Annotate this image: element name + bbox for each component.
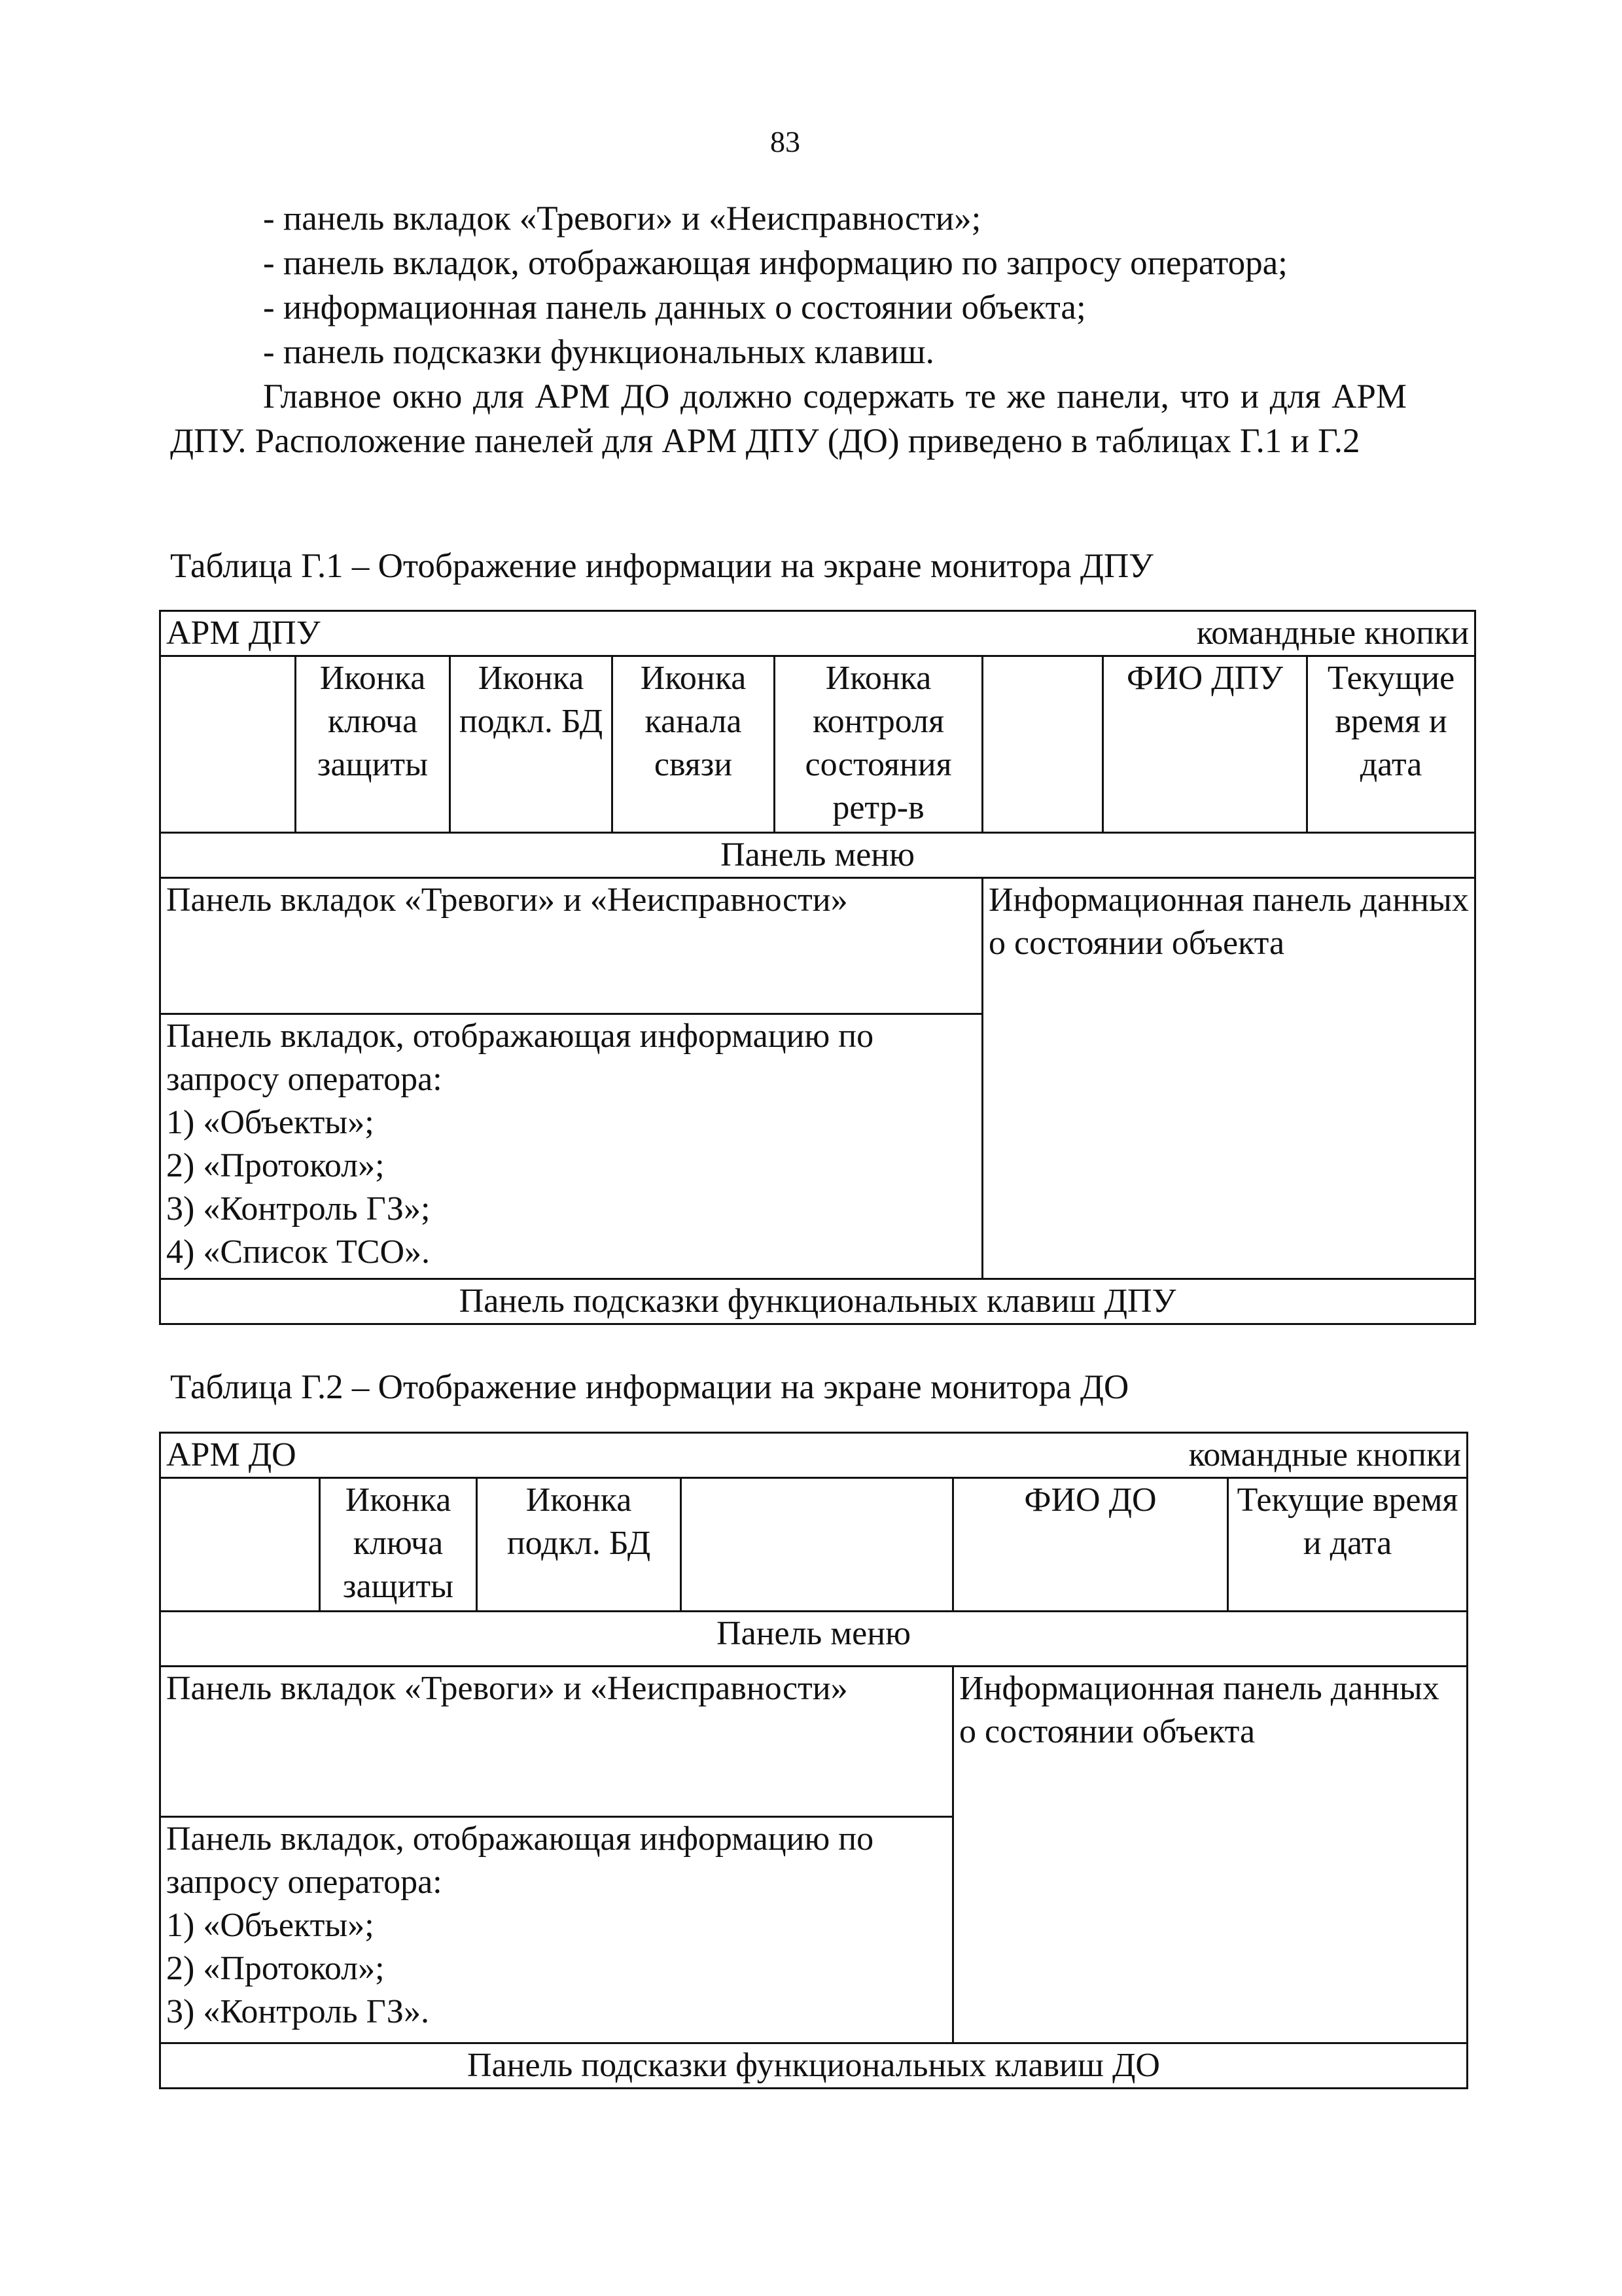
table2-hint-panel: Панель подсказки функциональных клавиш ДО <box>160 2043 1468 2089</box>
table1-menu-panel: Панель меню <box>160 833 1475 878</box>
intro-paragraph: Главное окно для АРМ ДО должно содержать те же панели, что и для АРМ ДПУ. Расположение панелей для АРМ ДПУ (ДО) приведено в таблицах Г.1 и Г.2 <box>170 378 1407 460</box>
table2-request-title: Панель вкладок, отображающая информацию по запросу оператора: <box>166 1820 874 1901</box>
table2-menu-panel: Панель меню <box>160 1612 1468 1667</box>
list-item: 2) «Протокол»; <box>166 1950 385 1987</box>
table1-operator-name-cell: ФИО ДПУ <box>1103 656 1307 833</box>
table1-alarms-panel: Панель вкладок «Тревоги» и «Неисправности» <box>160 878 983 1014</box>
table1-hint-panel: Панель подсказки функциональных клавиш ДПУ <box>160 1279 1475 1324</box>
list-item: 2) «Протокол»; <box>166 1147 385 1184</box>
table2-operator-name-cell: ФИО ДО <box>953 1478 1228 1612</box>
table1-title: АРМ ДПУ <box>166 614 321 652</box>
table1-command-buttons: командные кнопки <box>1196 614 1470 652</box>
table1-screen-layout <box>159 610 1476 1325</box>
table2-title-row <box>160 1433 1468 1478</box>
table2-caption: Таблица Г.2 – Отображение информации на экране монитора ДО <box>170 1368 1129 1406</box>
list-item: 3) «Контроль ГЗ». <box>166 1993 429 2030</box>
table2-icon-cell <box>160 1478 320 1612</box>
table1-icon-cell <box>983 656 1103 833</box>
table2-db-icon-cell: Иконка подкл. БД <box>477 1478 681 1612</box>
table1-request-title: Панель вкладок, отображающая информацию по запросу оператора: <box>166 1017 874 1098</box>
list-item: 4) «Список ТСО». <box>166 1233 430 1271</box>
table1-channel-icon-cell: Иконка канала связи <box>612 656 775 833</box>
page-number: 83 <box>770 125 800 158</box>
table2-alarms-panel: Панель вкладок «Тревоги» и «Неисправности» <box>160 1667 953 1817</box>
table1-datetime-cell: Текущие время и дата <box>1307 656 1475 833</box>
table1-key-icon-cell: Иконка ключа защиты <box>296 656 450 833</box>
table2-request-panel <box>160 1817 953 2043</box>
table1-caption: Таблица Г.1 – Отображение информации на экране монитора ДПУ <box>170 547 1154 585</box>
bullet-item: - панель подсказки функциональных клавиш. <box>263 333 934 371</box>
table2-screen-layout <box>159 1432 1468 2089</box>
table2-command-buttons: командные кнопки <box>1188 1436 1462 1474</box>
list-item: 3) «Контроль ГЗ»; <box>166 1190 431 1227</box>
list-item: 1) «Объекты»; <box>166 1907 374 1944</box>
list-item: 1) «Объекты»; <box>166 1104 374 1141</box>
table1-relay-icon-cell: Иконка контроля состояния ретр-в <box>775 656 983 833</box>
table2-key-icon-cell: Иконка ключа защиты <box>320 1478 477 1612</box>
table2-info-panel: Информационная панель данных о состоянии объекта <box>953 1667 1468 2043</box>
table1-title-row <box>160 611 1475 656</box>
intro-text <box>170 196 1407 463</box>
bullet-item: - информационная панель данных о состоянии объекта; <box>263 289 1086 327</box>
table2-icon-cell <box>681 1478 953 1612</box>
table2-title: АРМ ДО <box>166 1436 296 1474</box>
table1-request-panel <box>160 1014 983 1279</box>
bullet-item: - панель вкладок, отображающая информацию по запросу оператора; <box>263 244 1288 282</box>
table1-info-panel: Информационная панель данных о состоянии объекта <box>983 878 1475 1279</box>
table2-datetime-cell: Текущие время и дата <box>1228 1478 1468 1612</box>
table1-icon-cell <box>160 656 296 833</box>
table1-db-icon-cell: Иконка подкл. БД <box>450 656 612 833</box>
bullet-item: - панель вкладок «Тревоги» и «Неисправности»; <box>263 200 981 238</box>
